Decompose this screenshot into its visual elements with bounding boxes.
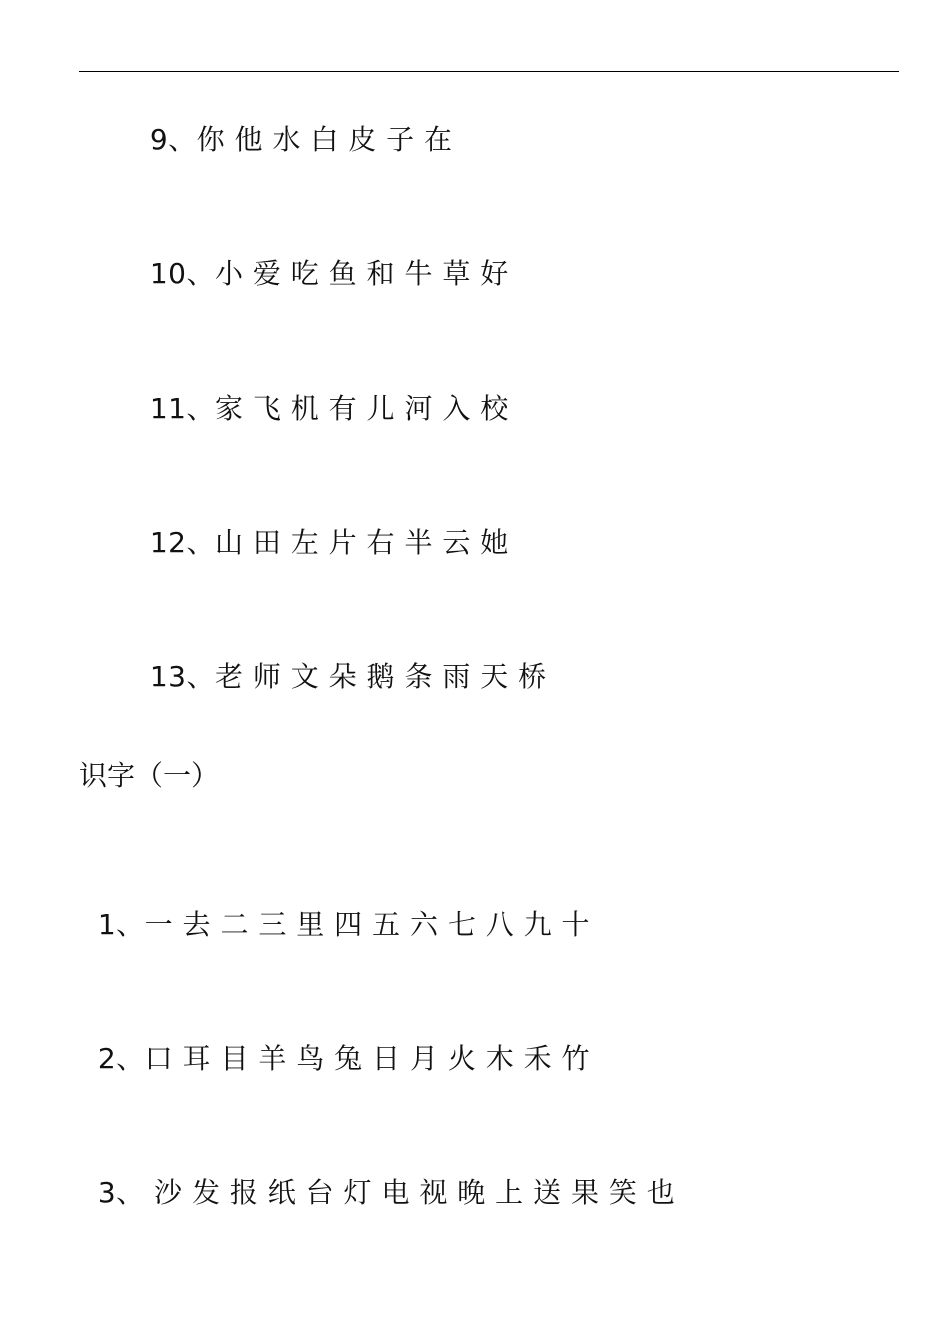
list-item bbox=[79, 1142, 675, 1210]
list-item bbox=[131, 89, 453, 157]
list-item bbox=[131, 358, 509, 426]
top-divider-line bbox=[79, 71, 899, 72]
list-item bbox=[79, 1008, 590, 1076]
item-characters: 一 去 二 三 里 四 五 六 七 八 九 十 bbox=[144, 908, 591, 941]
item-characters: 山 田 左 片 右 半 云 她 bbox=[214, 526, 509, 559]
section-title: 识字（一） bbox=[79, 759, 220, 792]
item-number: 1、 bbox=[97, 908, 145, 941]
list-item bbox=[131, 492, 509, 560]
item-number: 3、 bbox=[97, 1176, 145, 1209]
item-characters: 沙 发 报 纸 台 灯 电 视 晚 上 送 果 笑 也 bbox=[144, 1176, 676, 1209]
list-item bbox=[131, 626, 547, 694]
item-characters: 小 爱 吃 鱼 和 牛 草 好 bbox=[214, 257, 509, 290]
item-characters: 口 耳 目 羊 鸟 兔 日 月 火 木 禾 竹 bbox=[144, 1042, 591, 1075]
item-number: 13、 bbox=[149, 660, 215, 693]
item-number: 2、 bbox=[97, 1042, 145, 1075]
item-number: 9、 bbox=[149, 123, 197, 156]
item-characters: 家 飞 机 有 儿 河 入 校 bbox=[214, 392, 509, 425]
list-item bbox=[79, 874, 590, 942]
item-characters: 你 他 水 白 皮 子 在 bbox=[196, 123, 453, 156]
item-number: 12、 bbox=[149, 526, 215, 559]
item-number: 11、 bbox=[149, 392, 215, 425]
item-characters: 老 师 文 朵 鹅 条 雨 天 桥 bbox=[214, 660, 547, 693]
item-number: 10、 bbox=[149, 257, 215, 290]
list-item bbox=[131, 223, 509, 291]
